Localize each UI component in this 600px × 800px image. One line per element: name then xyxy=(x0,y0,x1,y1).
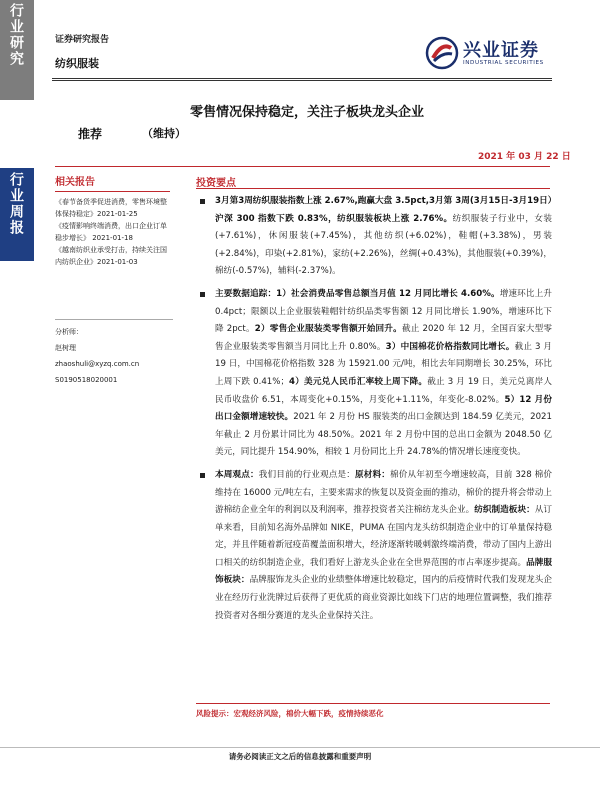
logo-chinese-name: 兴业证券 xyxy=(463,40,539,61)
footer-disclaimer: 请务必阅读正文之后的信息披露和重要声明 xyxy=(228,752,372,761)
text-regular: 增速环比上升 0.4pct；限额以上企业服装鞋帽针纺织品类零售额 12 月同比增长 1.90%，增速环比下降 2pct。 xyxy=(215,288,552,335)
report-date: 2021 年 03 月 22 日 xyxy=(478,152,571,162)
text-bold: 品牌服饰板块： xyxy=(215,557,552,586)
related-reports-divider xyxy=(55,191,170,192)
bullet-icon xyxy=(200,292,205,297)
sidebar xyxy=(55,173,170,268)
paragraph-weekly-view xyxy=(196,467,552,625)
paragraph-weekly-performance xyxy=(196,193,552,281)
text-regular: 棉价从年初至今增速较高，目前 328 棉价维持在 16000 元/吨左右，主要来需求的恢复以及资金面的推动，棉价的提升将会带动上游棉纺企业全年的利润以及利润率，推荐投资者关注棉纺龙头企业。 xyxy=(215,469,552,516)
side-tab-weekly-label: 行业周报 xyxy=(8,172,24,236)
text-regular: 截止 3 月 19 日，美元兑离岸人民币收盘价 6.51，本周变化+0.15%，月变化+1.11%，年变化-8.02%。 xyxy=(215,376,552,405)
text-bold: 3）中国棉花价格指数同比增长。 xyxy=(385,341,515,352)
section-divider xyxy=(55,166,550,167)
text-bold: 本周观点： xyxy=(215,469,259,480)
rating-label: 推荐 xyxy=(78,127,103,141)
analyst-name: 赵树理 xyxy=(55,344,76,352)
bullet-icon xyxy=(200,199,205,204)
report-type: 证券研究报告 xyxy=(55,35,110,45)
text-bold: 主要数据追踪：1）社会消费品零售总额当月值 12 月同比增长 4.60%。 xyxy=(215,288,500,299)
related-reports-heading: 相关报告 xyxy=(55,177,95,188)
paragraph-data-tracking xyxy=(196,286,552,462)
text-regular: 从订单来看，目前知名海外品牌如 NIKE，PUMA 在国内龙头纺织制造企业中的订单量保持稳定，并且伴随着新冠疫苗覆盖面积增大，经济逐渐转暖刺激终端消费，带动了国内上游出口相关的纺织制造企业，我们看好上游龙头企业在全世界范围的市占率逐步提高。 xyxy=(215,505,552,568)
analyst-email[interactable]: zhaoshuli@xyzq.com.cn xyxy=(55,360,140,368)
related-report-item[interactable]: 《春节备货季促进消费，零售环境整体保持稳定》2021-01-25 xyxy=(55,198,167,218)
text-regular: 2021 年 2 月份 HS 服装类的出口金额达到 184.59 亿美元，2021 年截止 2 月份累计同比为 48.50%。2021 年 2 月份中国的总出口金额为 2048.50 亿美元，同比提升 154.90%，相较 1 月份同比上升 24.78%的情况增长速度变快。 xyxy=(215,412,552,458)
logo-english-name: INDUSTRIAL SECURITIES xyxy=(463,60,544,66)
related-reports-list xyxy=(55,196,170,268)
text-bold: 原材料： xyxy=(354,469,390,480)
analyst-label: 分析师： xyxy=(55,328,83,336)
highlights-heading: 投资要点 xyxy=(196,178,236,189)
text-bold: 5）12 月份出口金额增速较快。 xyxy=(215,394,552,423)
side-tab-research-label: 行业研究 xyxy=(8,3,24,67)
text-bold: 纺织制造板块： xyxy=(474,505,535,516)
side-tab-research xyxy=(0,0,34,100)
footer-divider xyxy=(0,747,600,748)
header-divider-2 xyxy=(52,80,552,81)
report-title: 零售情况保持稳定，关注子板块龙头企业 xyxy=(190,105,425,120)
text-regular: 我们目前的行业观点是： xyxy=(258,469,355,480)
side-band xyxy=(0,0,34,800)
bullet-icon xyxy=(200,473,205,478)
highlights-divider xyxy=(196,188,550,189)
risk-divider xyxy=(196,703,550,704)
sector-tag: 纺织服装 xyxy=(55,57,99,70)
text-bold: 2）零售企业服装类零售额开始回升。 xyxy=(254,324,402,335)
analyst-certificate: S0190518020001 xyxy=(55,376,118,384)
text-regular: 截止 2020 年 12 月，全国百家大型零售企业服装类零售额当月同比上升 0.80%。 xyxy=(215,324,553,352)
logo-emblem-icon xyxy=(425,36,459,70)
related-report-item[interactable]: 《越南纺织业承受打击，持续关注国内纺织企业》2021-01-03 xyxy=(55,246,167,266)
analyst-info xyxy=(55,324,175,388)
risk-warning: 风险提示：宏观经济风险，棉价大幅下跌，疫情持续恶化 xyxy=(196,709,384,718)
analyst-divider xyxy=(55,319,173,320)
related-report-item[interactable]: 《疫情影响终端消费，出口企业订单稳步增长》 2021-01-18 xyxy=(55,222,167,242)
text-bold: 4）美元兑人民币汇率较上周下降。 xyxy=(289,376,428,387)
header-divider xyxy=(52,78,552,79)
text-regular: 品牌服饰龙头企业的业绩整体增速比较稳定，国内的后疫情时代我们发现龙头企业在经历行业洗牌过后获得了更优质的商业资源比如线下门店的地理位置调整，我们推荐投资者对各细分赛道的龙头企业保持关注。 xyxy=(215,575,552,621)
company-logo xyxy=(425,36,570,72)
report-body xyxy=(196,193,552,630)
text-regular: 截止 3 月 19 日，中国棉花价格指数 328 为 15921.00 元/吨，相比去年同期增长 30.25%，环比上周下跌 0.41%； xyxy=(215,341,552,387)
rating-note: （维持） xyxy=(142,127,186,140)
text-bold: 3月第3周纺织服装指数上涨 2.67%,跑赢大盘 3.5pct,3月第 3周(3月15日-3月19日）沪深 300 指数下跌 0.83%，纺织服装板块上涨 2.76%。 xyxy=(215,196,552,224)
side-tab-weekly xyxy=(0,168,34,261)
text-regular: 纺织服装子行业中，女装(+7.61%)，休闲服装(+7.45%)，其他纺织(+6.02%)，鞋帽(+3.38%)，男装(+2.84%)，印染(+2.81%)，家纺(+2.26%)，丝绸(+0.43%)，其他服装(+0.39%)，棉纺(-0.57%)，辅料(-2.37%)。 xyxy=(215,213,552,277)
